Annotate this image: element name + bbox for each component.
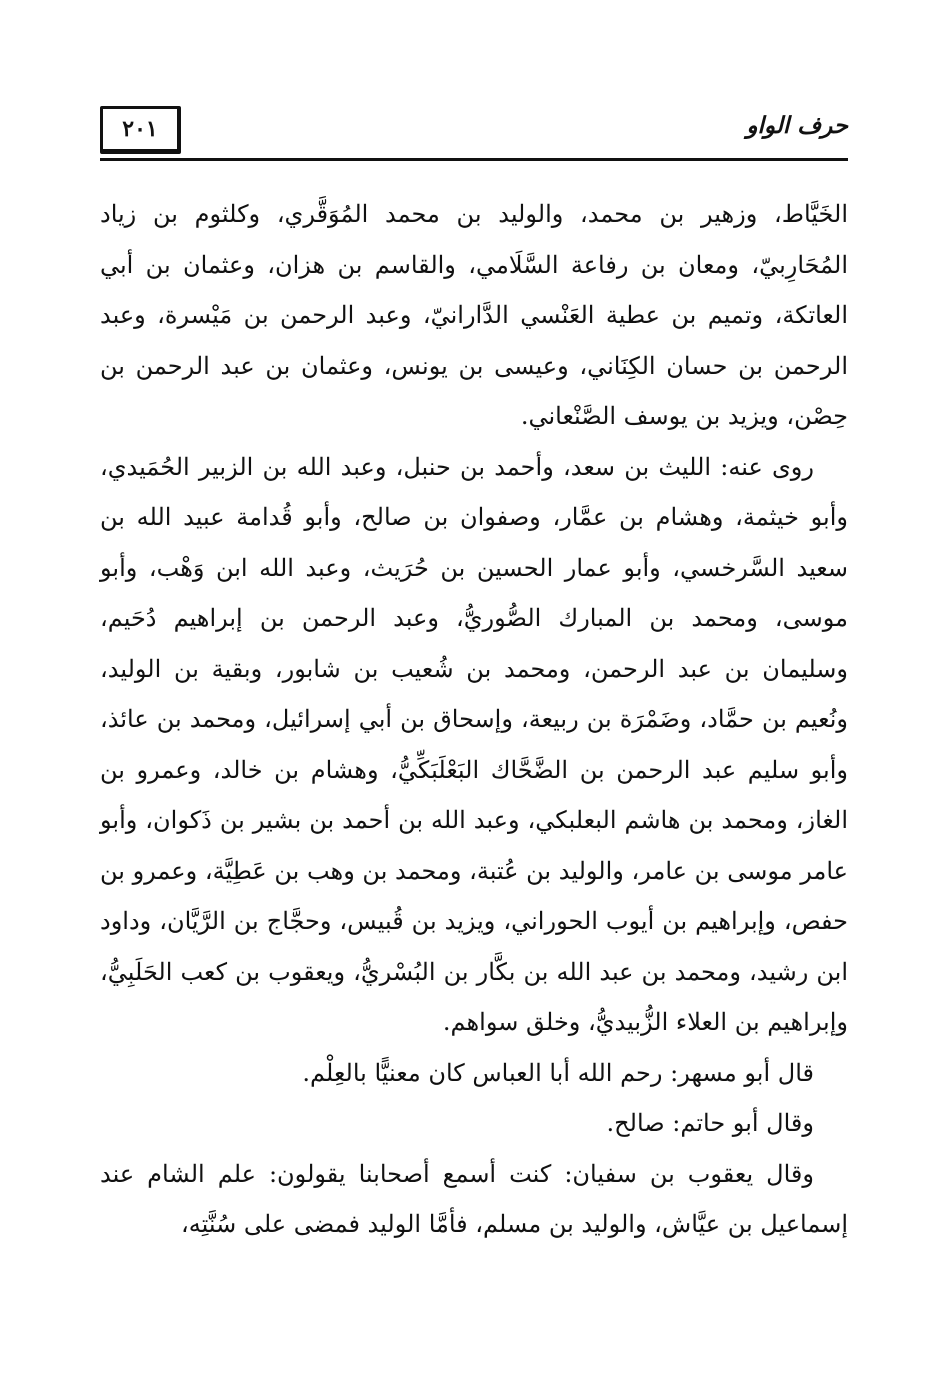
body-text [100,189,848,1250]
paragraph-abu-hatim: وقال أبو حاتم: صالح. [606,1109,814,1137]
running-title: حرف الواو [746,112,848,139]
paragraph-yaqub: وقال يعقوب بن سفيان: كنت أسمع أصحابنا يقولون: علم الشام عند إسماعيل بن عيَّاش، والوليد بن مسلم، فأمَّا الوليد فمضى على سُنَّتِه، [100,1159,848,1238]
paragraph-abu-mushir: قال أبو مسهر: رحم الله أبا العباس كان معنيًّا بالعِلْم. [302,1058,814,1087]
page-header [100,100,848,161]
paragraph-students: روى عنه: الليث بن سعد، وأحمد بن حنبل، وعبد الله بن الزبير الحُمَيدي، وأبو خيثمة، وهشام بن عمَّار، وصفوان بن صالح، وأبو قُدامة عبيد الله بن سعيد السَّرخسي، وأبو عمار الحسين بن حُرَيث، وعبد الله ابن وَهْب، وأبو موسى، ومحمد بن المبارك الصُّوريُّ، وعبد الرحمن بن إبراهيم دُحَيم، وسليمان بن عبد الرحمن، ومحمد بن شُعيب بن شابور، وبقية بن الوليد، ونُعيم بن حمَّاد، وضَمْرَة بن ربيعة، وإسحاق بن أبي إسرائيل، ومحمد بن عائذ، وأبو سليم عبد الرحمن بن الضَّحَّاك البَعْلَبَكِّيُّ، وهشام بن خالد، وعمرو بن الغاز، ومحمد بن هاشم البعلبكي، وعبد الله بن أحمد بن بشير بن ذَكوان، وأبو عامر موسى بن عامر، والوليد بن عُتبة، ومحمد بن وهب بن عَطِيَّة، وعمرو بن حفص، وإبراهيم بن أيوب الحوراني، ويزيد بن قُبيس، وحجَّاج بن الرَّيَّان، وداود ابن رشيد، ومحمد بن عبد الله بن بكَّار بن البُسْريُّ، ويعقوب بن كعب الحَلَبِيُّ، وإبراهيم بن العلاء الزُّبيديُّ، وخلق سواهم. [100,452,848,1036]
book-page [100,100,848,1300]
page-number: ٢٠١ [100,106,181,154]
paragraph-teachers: الخَيَّاط، وزهير بن محمد، والوليد بن محمد المُوَقَّري، وكلثوم بن زياد المُحَارِبيّ، ومعان بن رفاعة السَّلَامي، والقاسم بن هزان، وعثمان بن أبي العاتكة، وتميم بن عطية العَنْسي الدَّارانيّ، وعبد الرحمن بن مَيْسرة، وعبد الرحمن بن حسان الكِنَاني، وعيسى بن يونس، وعثمان بن عبد الرحمن بن حِصْن، ويزيد بن يوسف الصَّنْعاني. [100,200,848,430]
